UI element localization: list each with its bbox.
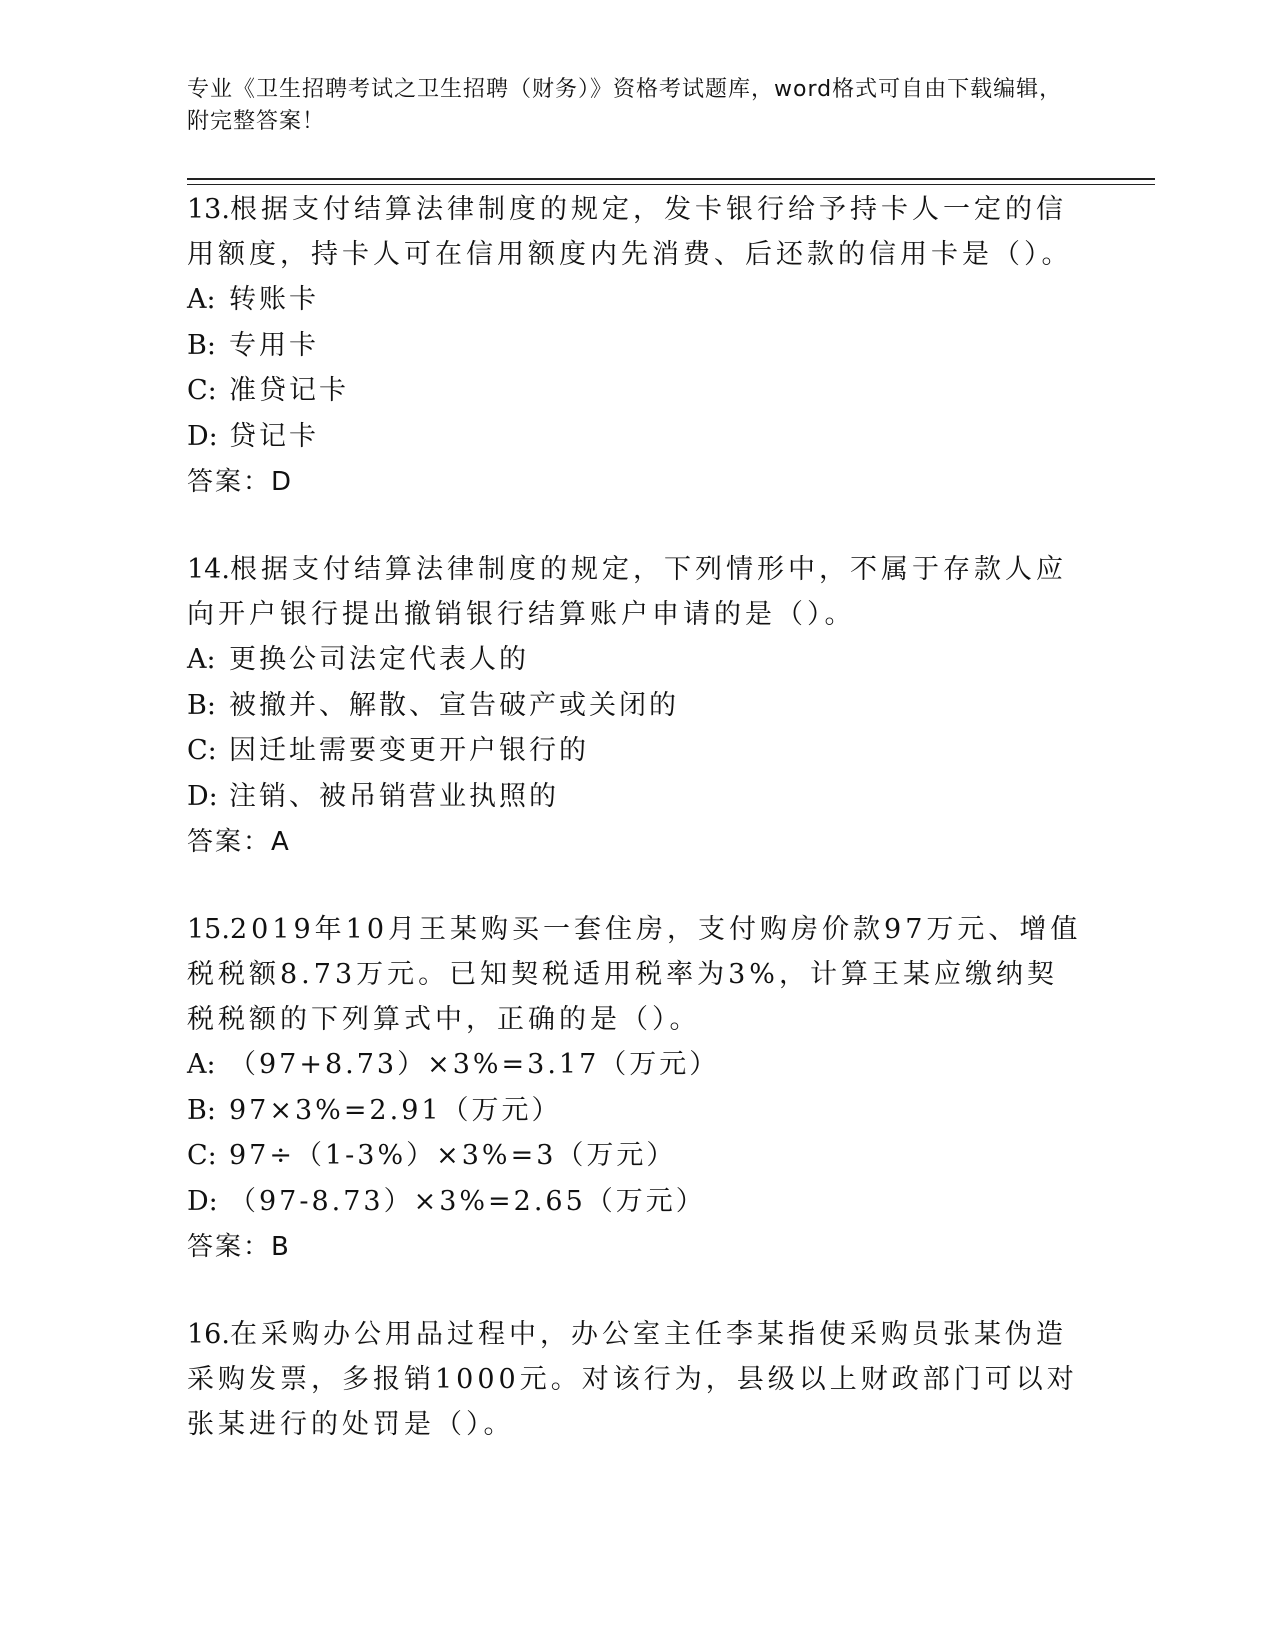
question-number: 16. xyxy=(187,1319,230,1350)
option-d: D: 注销、被吊销营业执照的 xyxy=(187,780,559,812)
option-text: 转账卡 xyxy=(229,284,319,315)
option-text: 贷记卡 xyxy=(229,420,319,452)
question-stem: 根据支付结算法律制度的规定，下列情形中，不属于存款人应向开户银行提出撤销银行结算账户申请的是（）。 xyxy=(187,554,1067,630)
header-divider-thick xyxy=(187,178,1155,180)
option-c: C: 准贷记卡 xyxy=(187,375,349,406)
option-text: 被撤并、解散、宣告破产或关闭的 xyxy=(229,689,679,721)
answer-line: 答案：A xyxy=(187,827,291,857)
option-text: 准贷记卡 xyxy=(229,375,349,406)
document-header: 专业《卫生招聘考试之卫生招聘（财务）》资格考试题库，word格式可自由下载编辑，附完整答案！ xyxy=(187,77,1063,134)
option-b: B: 专用卡 xyxy=(187,329,319,361)
option-d: D: 贷记卡 xyxy=(187,420,319,452)
answer-line: 答案：B xyxy=(187,1232,291,1262)
option-d: D: （97-8.73）×3%=2.65（万元） xyxy=(187,1185,706,1217)
option-text: 因迁址需要变更开户银行的 xyxy=(229,735,589,766)
option-text: 专用卡 xyxy=(229,329,319,361)
question-13 xyxy=(187,187,1087,505)
option-c: C: 因迁址需要变更开户银行的 xyxy=(187,735,589,766)
option-a: A: （97+8.73）×3%=3.17（万元） xyxy=(187,1049,720,1080)
header-divider-thin xyxy=(187,184,1155,185)
question-number: 14. xyxy=(187,554,230,585)
answer-line: 答案：D xyxy=(187,467,294,497)
option-text: （97+8.73）×3%=3.17（万元） xyxy=(229,1049,720,1080)
question-text xyxy=(187,907,1087,1042)
option-a: A: 更换公司法定代表人的 xyxy=(187,644,529,675)
option-text: （97-8.73）×3%=2.65（万元） xyxy=(229,1185,706,1217)
question-list xyxy=(187,187,1087,1489)
question-14 xyxy=(187,547,1087,865)
option-text: 更换公司法定代表人的 xyxy=(229,644,529,675)
question-stem: 2019年10月王某购买一套住房，支付购房价款97万元、增值税税额8.73万元。已知契税适用税率为3%，计算王某应缴纳契税税额的下列算式中，正确的是（）。 xyxy=(187,914,1082,1035)
question-15 xyxy=(187,907,1087,1270)
option-a: A: 转账卡 xyxy=(187,284,319,315)
question-text xyxy=(187,187,1087,277)
question-number: 13. xyxy=(187,194,230,225)
option-c: C: 97÷（1-3%）×3%=3（万元） xyxy=(187,1140,677,1171)
question-16 xyxy=(187,1312,1087,1447)
question-text xyxy=(187,547,1087,637)
option-text: 97÷（1-3%）×3%=3（万元） xyxy=(229,1140,677,1171)
question-stem: 在采购办公用品过程中，办公室主任李某指使采购员张某伪造采购发票，多报销1000元。对该行为，县级以上财政部门可以对张某进行的处罚是（）。 xyxy=(187,1319,1078,1440)
question-text xyxy=(187,1312,1087,1447)
option-b: B: 97×3%=2.91（万元） xyxy=(187,1094,562,1126)
option-text: 注销、被吊销营业执照的 xyxy=(229,780,559,812)
question-number: 15. xyxy=(187,914,230,945)
question-stem: 根据支付结算法律制度的规定，发卡银行给予持卡人一定的信用额度，持卡人可在信用额度内先消费、后还款的信用卡是（）。 xyxy=(187,194,1073,270)
option-text: 97×3%=2.91（万元） xyxy=(229,1094,562,1126)
option-b: B: 被撤并、解散、宣告破产或关闭的 xyxy=(187,689,679,721)
